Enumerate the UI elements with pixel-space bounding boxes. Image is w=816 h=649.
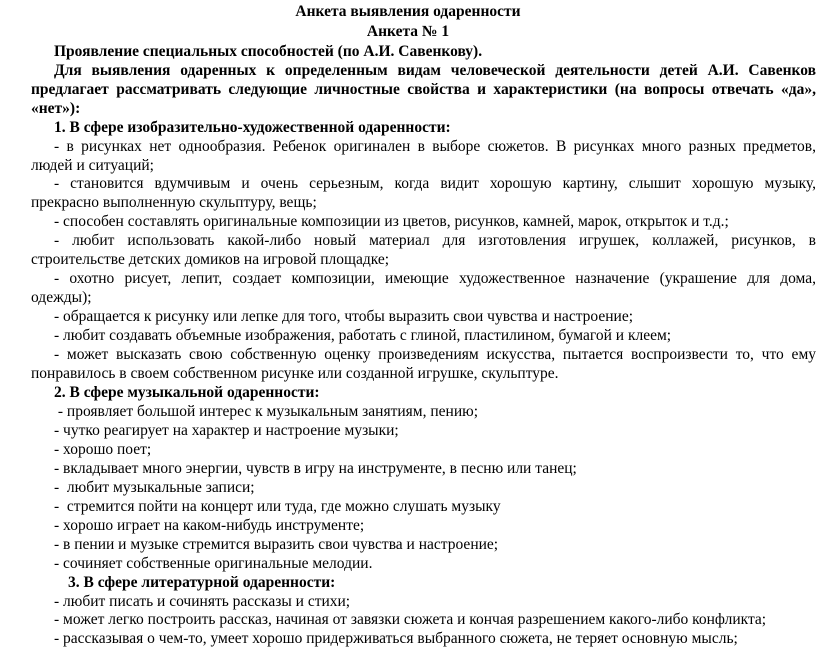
list-item: - сочиняет собственные оригинальные мелодии. bbox=[54, 555, 373, 572]
list-item: - может легко построить рассказ, начиная от завязки сюжета и кончая разрешением какого-либо конфликта; bbox=[54, 611, 767, 628]
list-item: одежды); bbox=[31, 289, 92, 306]
list-item: - становится вдумчивым и очень серьезным, когда видит хорошую картину, слышит хорошую музыку, bbox=[54, 175, 816, 192]
list-item: людей и ситуаций; bbox=[31, 157, 154, 174]
list-item: - в пении и музыке стремится выразить свои чувства и настроение; bbox=[54, 536, 499, 553]
list-item: - любит писать и сочинять рассказы и стихи; bbox=[54, 593, 351, 610]
list-item: - любит создавать объемные изображения, работать с глиной, пластилином, бумагой и клеем; bbox=[54, 327, 672, 344]
list-item: - любит музыкальные записи; bbox=[54, 479, 255, 496]
list-item: прекрасно выполненную скульптуру, вещь; bbox=[31, 194, 317, 211]
list-item: - стремится пойти на концерт или туда, где можно слушать музыку bbox=[54, 498, 501, 515]
list-item: - любит использовать какой-либо новый материал для изготовления игрушек, коллажей, рисунков, в bbox=[54, 232, 816, 249]
questionnaire-number: Анкета № 1 bbox=[366, 23, 450, 40]
list-item: понравилось в своем собственном рисунке или созданной игрушке, скульптуре. bbox=[31, 365, 559, 382]
list-item: - рассказывая о чем-то, умеет хорошо придерживаться выбранного сюжета, не теряет основную мысль; bbox=[54, 630, 738, 647]
list-item: строительстве детских домиков на игровой площадке; bbox=[31, 251, 390, 268]
list-item: - вкладывает много энергии, чувств в игру на инструменте, в песню или танец; bbox=[54, 460, 577, 477]
list-item: - способен составлять оригинальные композиции из цветов, рисунков, камней, марок, открыток и т.д.; bbox=[54, 213, 729, 230]
list-item: - хорошо поет; bbox=[54, 441, 152, 458]
list-item: - хорошо играет на каком-нибудь инструменте; bbox=[54, 517, 365, 534]
section-heading-literature: 3. В сфере литературной одаренности: bbox=[68, 574, 336, 591]
list-item: - может высказать свою собственную оценку произведениям искусства, пытается воспроизвести то, что ему bbox=[54, 346, 816, 363]
list-item: - в рисунках нет однообразия. Ребенок оригинален в выборе сюжетов. В рисунках много разных предметов, bbox=[54, 138, 816, 155]
list-item: - охотно рисует, лепит, создает композиции, имеющие художественное назначение (украшение для дома, bbox=[54, 270, 816, 287]
intro-line: Для выявления одаренных к определенным видам человеческой деятельности детей А.И. Савенков bbox=[54, 62, 816, 79]
list-item: - проявляет большой интерес к музыкальным занятиям, пению; bbox=[54, 403, 478, 420]
section-heading-music: 2. В сфере музыкальной одаренности: bbox=[54, 384, 320, 401]
list-item: - обращается к рисунку или лепке для того, чтобы выразить свои чувства и настроение; bbox=[54, 308, 634, 325]
intro-line: предлагает рассматривать следующие личностные свойства и характеристики (на вопросы отвечать «да», bbox=[31, 81, 816, 98]
document-title: Анкета выявления одаренности bbox=[295, 3, 521, 20]
intro-line: «нет»): bbox=[31, 100, 81, 117]
method-heading: Проявление специальных способностей (по А.И. Савенкову). bbox=[54, 43, 483, 60]
section-heading-art: 1. В сфере изобразительно-художественной одаренности: bbox=[54, 119, 451, 136]
list-item: - чутко реагирует на характер и настроение музыки; bbox=[54, 422, 399, 439]
